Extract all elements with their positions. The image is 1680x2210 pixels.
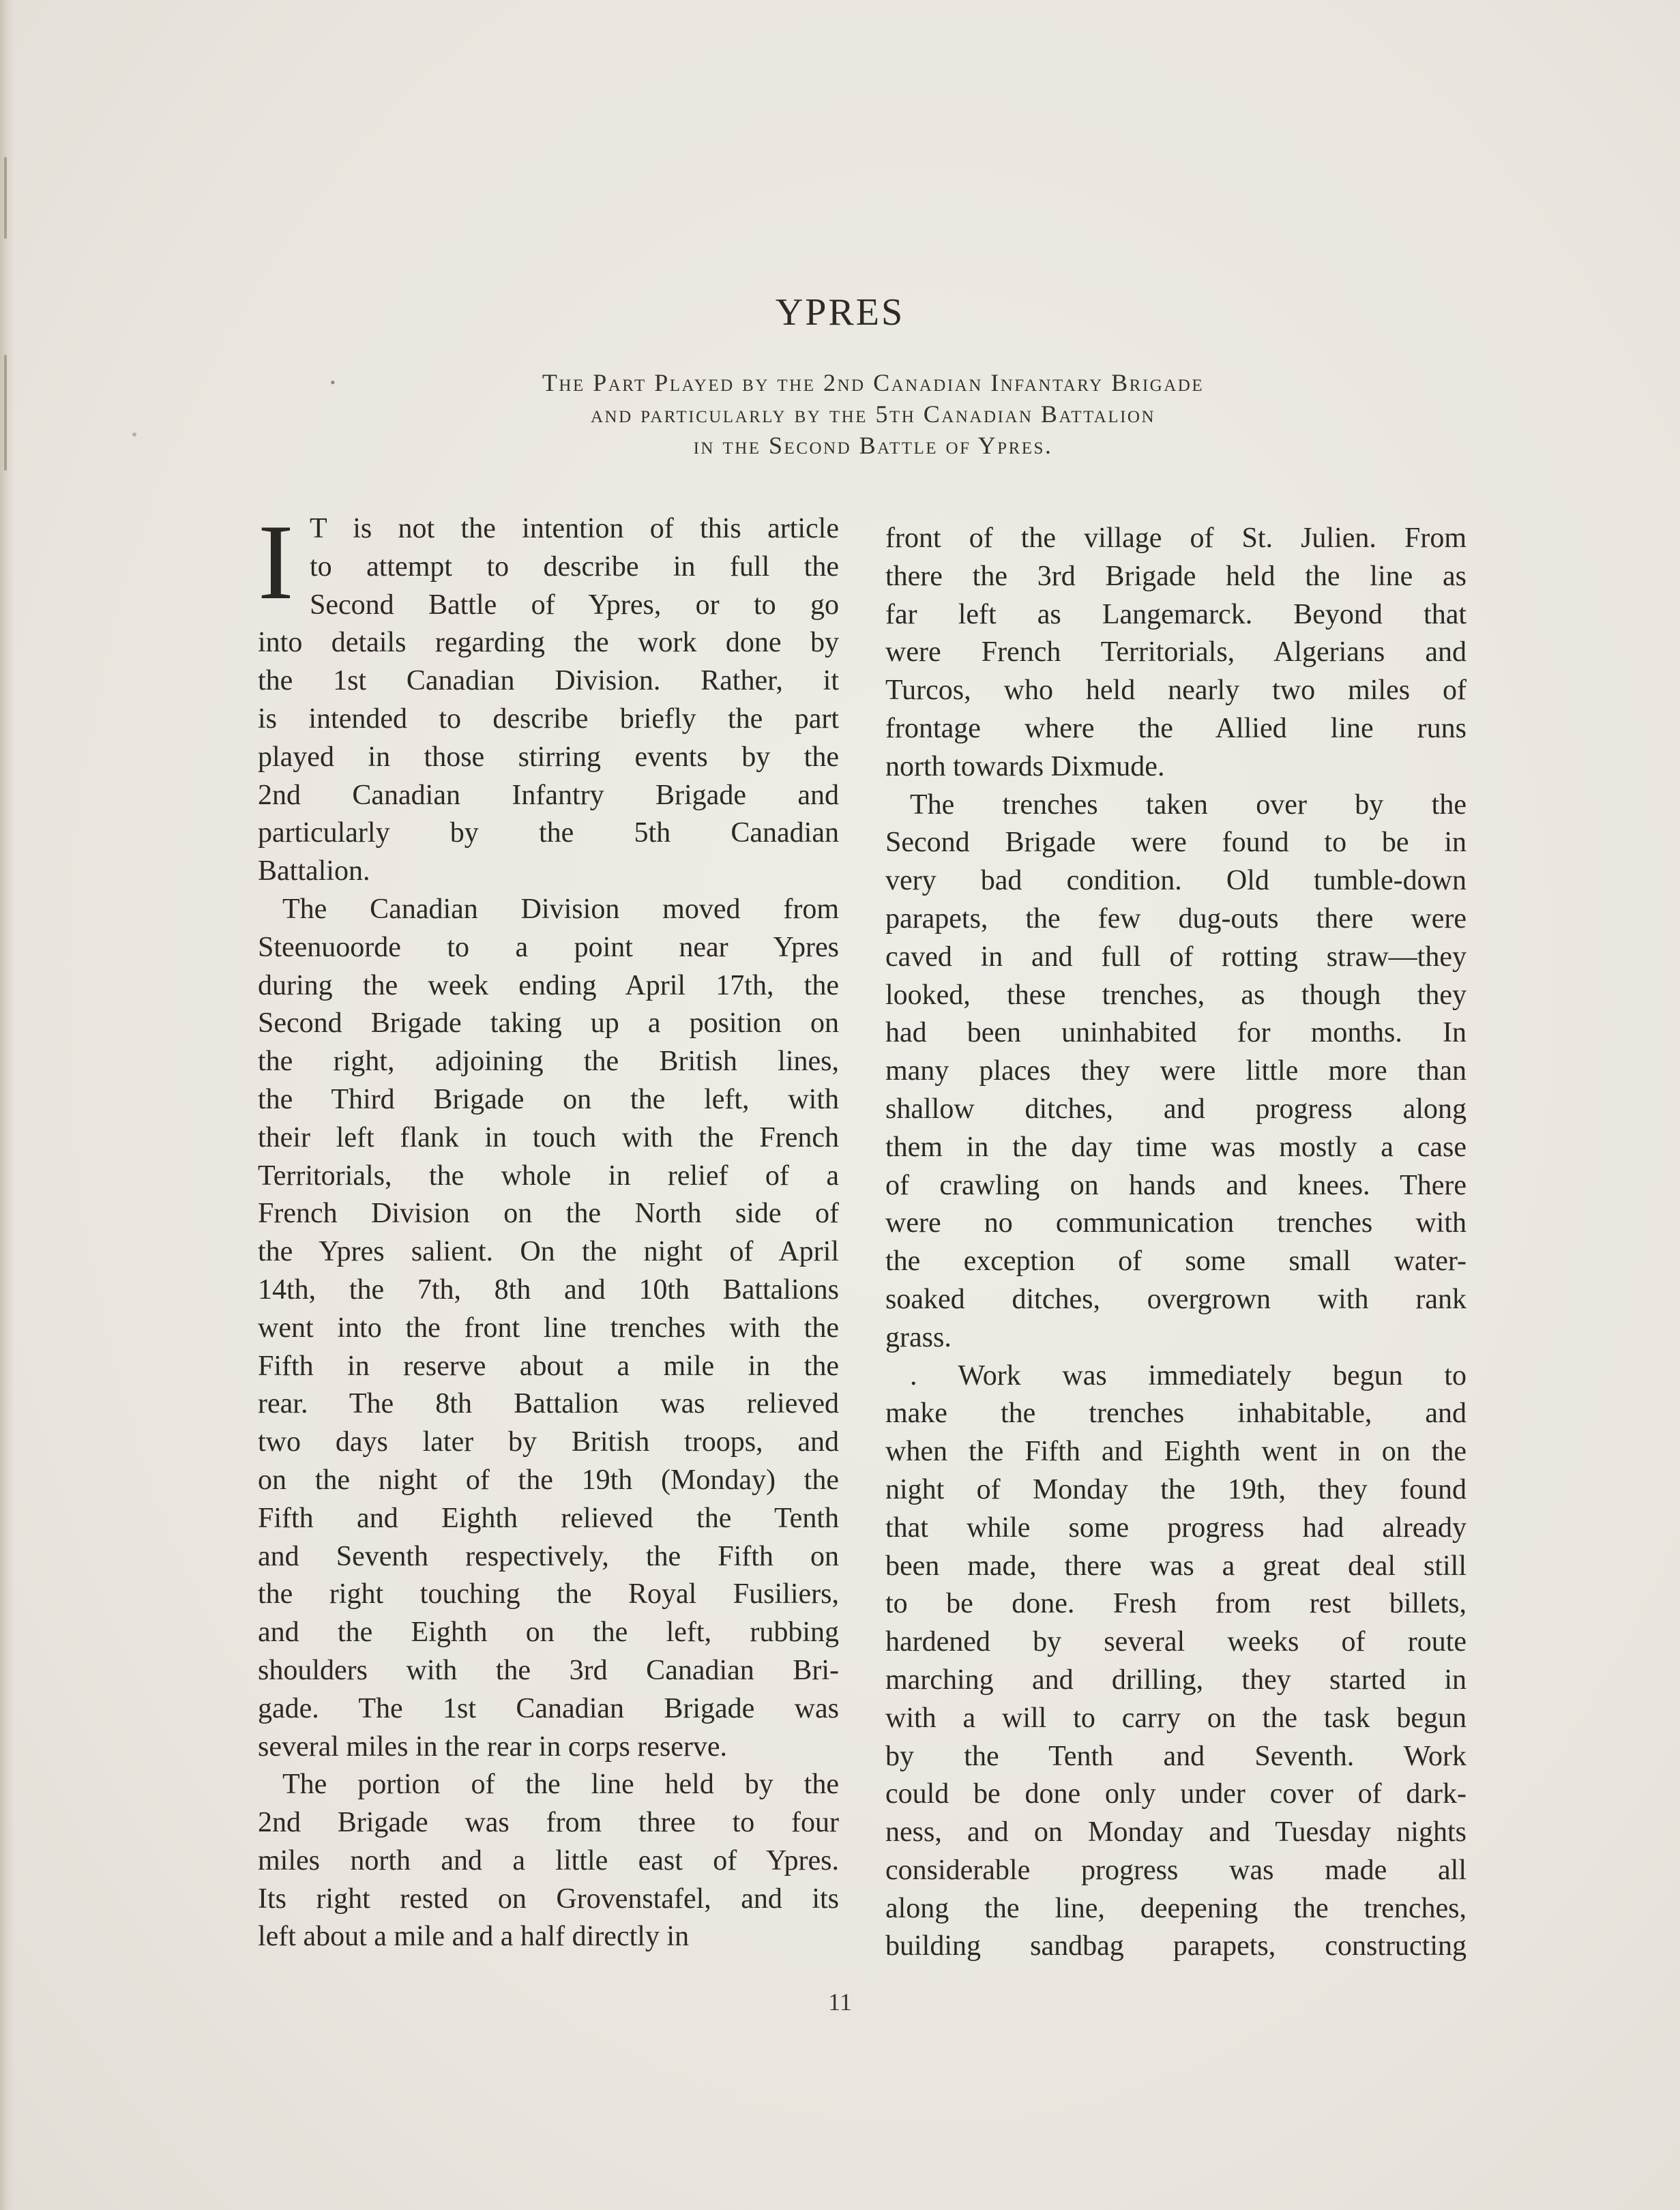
text-line: on the night of the 19th (Monday) the	[258, 1464, 839, 1496]
text-line: Turcos, who held nearly two miles of	[885, 675, 1467, 707]
text-line: grass.	[885, 1321, 952, 1353]
text-line: Battalion.	[258, 855, 370, 887]
text-line: been made, there was a great deal still	[885, 1550, 1467, 1582]
text-line: rear. The 8th Battalion was relieved	[258, 1388, 839, 1420]
text-line: along the line, deepening the trenches,	[885, 1892, 1467, 1924]
text-line: The Canadian Division moved from	[282, 893, 839, 925]
text-line: 2nd Canadian Infantry Brigade and	[258, 779, 839, 811]
text-line: into details regarding the work done by	[258, 627, 839, 659]
text-line: parapets, the few dug-outs there were	[885, 902, 1467, 934]
text-line: the exception of some small water-	[885, 1246, 1467, 1278]
text-line: considerable progress was made all	[885, 1854, 1467, 1886]
right-column-body	[885, 520, 1467, 1966]
text-line: gade. The 1st Canadian Brigade was	[258, 1692, 839, 1724]
text-line: there the 3rd Brigade held the line as	[885, 560, 1467, 592]
text-line: Second Brigade taking up a position on	[258, 1007, 839, 1040]
text-line: were no communication trenches with	[885, 1207, 1467, 1239]
text-line: had been uninhabited for months. In	[885, 1017, 1467, 1049]
left-column-body	[258, 624, 839, 1956]
text-line: to attempt to describe in full the	[310, 550, 839, 583]
text-line: 14th, the 7th, 8th and 10th Battalions	[258, 1273, 839, 1306]
text-line: Its right rested on Grovenstafel, and its	[258, 1883, 839, 1915]
text-line: their left flank in touch with the French	[258, 1121, 839, 1153]
text-line: T is not the intention of this article	[310, 513, 839, 544]
text-line: particularly by the 5th Canadian	[258, 817, 839, 849]
text-line: by the Tenth and Seventh. Work	[885, 1740, 1467, 1772]
page-number: 11	[828, 1988, 852, 2016]
paper-speck	[132, 432, 136, 437]
binding-mark	[4, 355, 7, 471]
text-line: when the Fifth and Eighth went in on the	[885, 1436, 1467, 1468]
text-line: 2nd Brigade was from three to four	[258, 1807, 839, 1839]
text-line: Fifth and Eighth relieved the Tenth	[258, 1502, 839, 1534]
text-line: ness, and on Monday and Tuesday nights	[885, 1816, 1467, 1848]
article-title: YPRES	[775, 291, 905, 334]
text-line: the Ypres salient. On the night of April	[258, 1236, 839, 1268]
text-line: and the Eighth on the left, rubbing	[258, 1617, 839, 1649]
text-line: caved in and full of rotting straw—they	[885, 941, 1467, 973]
binding-mark	[4, 157, 7, 239]
text-line: . Work was immediately begun to	[910, 1359, 1467, 1391]
text-line: went into the front line trenches with the	[258, 1312, 839, 1344]
text-line: Second Battle of Ypres, or to go	[310, 589, 839, 621]
dropcap-paragraph-start	[258, 503, 839, 624]
subtitle-line: in the Second Battle of Ypres.	[693, 432, 1053, 459]
text-line: left about a mile and a half directly in	[258, 1921, 690, 1953]
text-line: very bad condition. Old tumble-down	[885, 865, 1467, 897]
text-line: marching and drilling, they started in	[885, 1664, 1467, 1696]
text-line: them in the day time was mostly a case	[885, 1131, 1467, 1163]
text-line: the right, adjoining the British lines,	[258, 1046, 839, 1078]
text-line: played in those stirring events by the	[258, 741, 839, 773]
left-column	[258, 503, 839, 1956]
text-line: make the trenches inhabitable, and	[885, 1398, 1467, 1430]
text-line: looked, these trenches, as though they	[885, 979, 1467, 1011]
text-line: French Division on the North side of	[258, 1198, 839, 1230]
text-line: frontage where the Allied line runs	[885, 712, 1467, 744]
subtitle-line: The Part Played by the 2nd Canadian Infantary Brigade	[542, 369, 1205, 396]
decorative-dot: •	[330, 374, 336, 391]
text-line: shallow ditches, and progress along	[885, 1093, 1467, 1125]
text-line: far left as Langemarck. Beyond that	[885, 598, 1467, 630]
text-line: Second Brigade were found to be in	[885, 827, 1467, 859]
text-line: many places they were little more than	[885, 1055, 1467, 1087]
text-line: to be done. Fresh from rest billets,	[885, 1588, 1467, 1620]
subtitle-line: and particularly by the 5th Canadian Battalion	[590, 400, 1156, 428]
text-line: the Third Brigade on the left, with	[258, 1083, 839, 1115]
text-line: miles north and a little east of Ypres.	[258, 1844, 839, 1876]
text-line: The trenches taken over by the	[910, 789, 1467, 821]
text-line: night of Monday the 19th, they found	[885, 1473, 1467, 1505]
text-line: could be done only under cover of dark-	[885, 1778, 1467, 1810]
text-line: is intended to describe briefly the part	[258, 703, 839, 735]
text-line: The portion of the line held by the	[282, 1769, 839, 1801]
article-subtitle	[382, 367, 1364, 461]
text-line: shoulders with the 3rd Canadian Bri-	[258, 1654, 839, 1686]
text-line: Territorials, the whole in relief of a	[258, 1160, 839, 1192]
text-line: front of the village of St. Julien. From	[885, 522, 1467, 554]
text-line: hardened by several weeks of route	[885, 1626, 1467, 1658]
text-line: the 1st Canadian Division. Rather, it	[258, 665, 839, 697]
text-line: Fifth in reserve about a mile in the	[258, 1350, 839, 1382]
text-line: Steenuoorde to a point near Ypres	[258, 931, 839, 963]
text-line: were French Territorials, Algerians and	[885, 636, 1467, 668]
text-line: and Seventh respectively, the Fifth on	[258, 1540, 839, 1572]
text-line: with a will to carry on the task begun	[885, 1702, 1467, 1734]
text-line: during the week ending April 17th, the	[258, 969, 839, 1001]
text-line: the right touching the Royal Fusiliers,	[258, 1578, 839, 1610]
text-line: several miles in the rear in corps reserve.	[258, 1730, 728, 1763]
text-line: two days later by British troops, and	[258, 1426, 839, 1458]
text-line: north towards Dixmude.	[885, 750, 1165, 782]
text-line: building sandbag parapets, constructing	[885, 1930, 1467, 1962]
right-column	[885, 520, 1467, 1966]
text-line: that while some progress had already	[885, 1512, 1467, 1544]
drop-cap: I	[258, 503, 294, 622]
text-line: of crawling on hands and knees. There	[885, 1169, 1467, 1201]
text-line: soaked ditches, overgrown with rank	[885, 1283, 1467, 1315]
